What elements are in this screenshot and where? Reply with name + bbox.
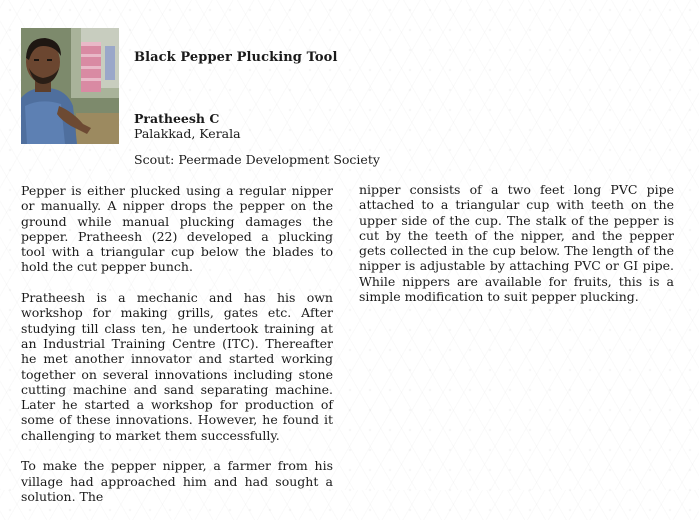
body-column-left — [21, 183, 333, 520]
body-column-right — [359, 182, 674, 320]
paragraph: Pepper is either plucked using a regular nipper or manually. A nipper drops the pepper on the ground while manual plucking damages the pepper. Pratheesh (22) developed a plucking tool with a triangular cup below the blades to hold the cut pepper bunch. — [21, 183, 333, 275]
author-block — [134, 111, 241, 141]
innovator-photo — [21, 28, 119, 144]
innovator-photo-image — [21, 28, 119, 144]
paragraph: To make the pepper nipper, a farmer from his village had approached him and had sought a solution. The — [21, 458, 333, 504]
paragraph: Pratheesh is a mechanic and has his own workshop for making grills, gates etc. After studying till class ten, he undertook training at an Industrial Training Centre (ITC). Thereafter he met another innovator and started working together on several innovations including stone cutting machine and sand separating machine. Later he started a workshop for production of some of these innovations. However, he found it challenging to market them successfully. — [21, 290, 333, 443]
author-name: Pratheesh C — [134, 111, 220, 126]
scout-credit: Scout: Peermade Development Society — [134, 152, 380, 167]
author-location: Palakkad, Kerala — [134, 126, 241, 141]
paragraph: nipper consists of a two feet long PVC pipe attached to a triangular cup with teeth on the upper side of the cup. The stalk of the pepper is cut by the teeth of the nipper, and the pepper gets collected in the cup below. The length of the nipper is adjustable by attaching PVC or GI pipe. While nippers are available for fruits, this is a simple modification to suit pepper plucking. — [359, 182, 674, 305]
page-title: Black Pepper Plucking Tool — [134, 50, 338, 65]
